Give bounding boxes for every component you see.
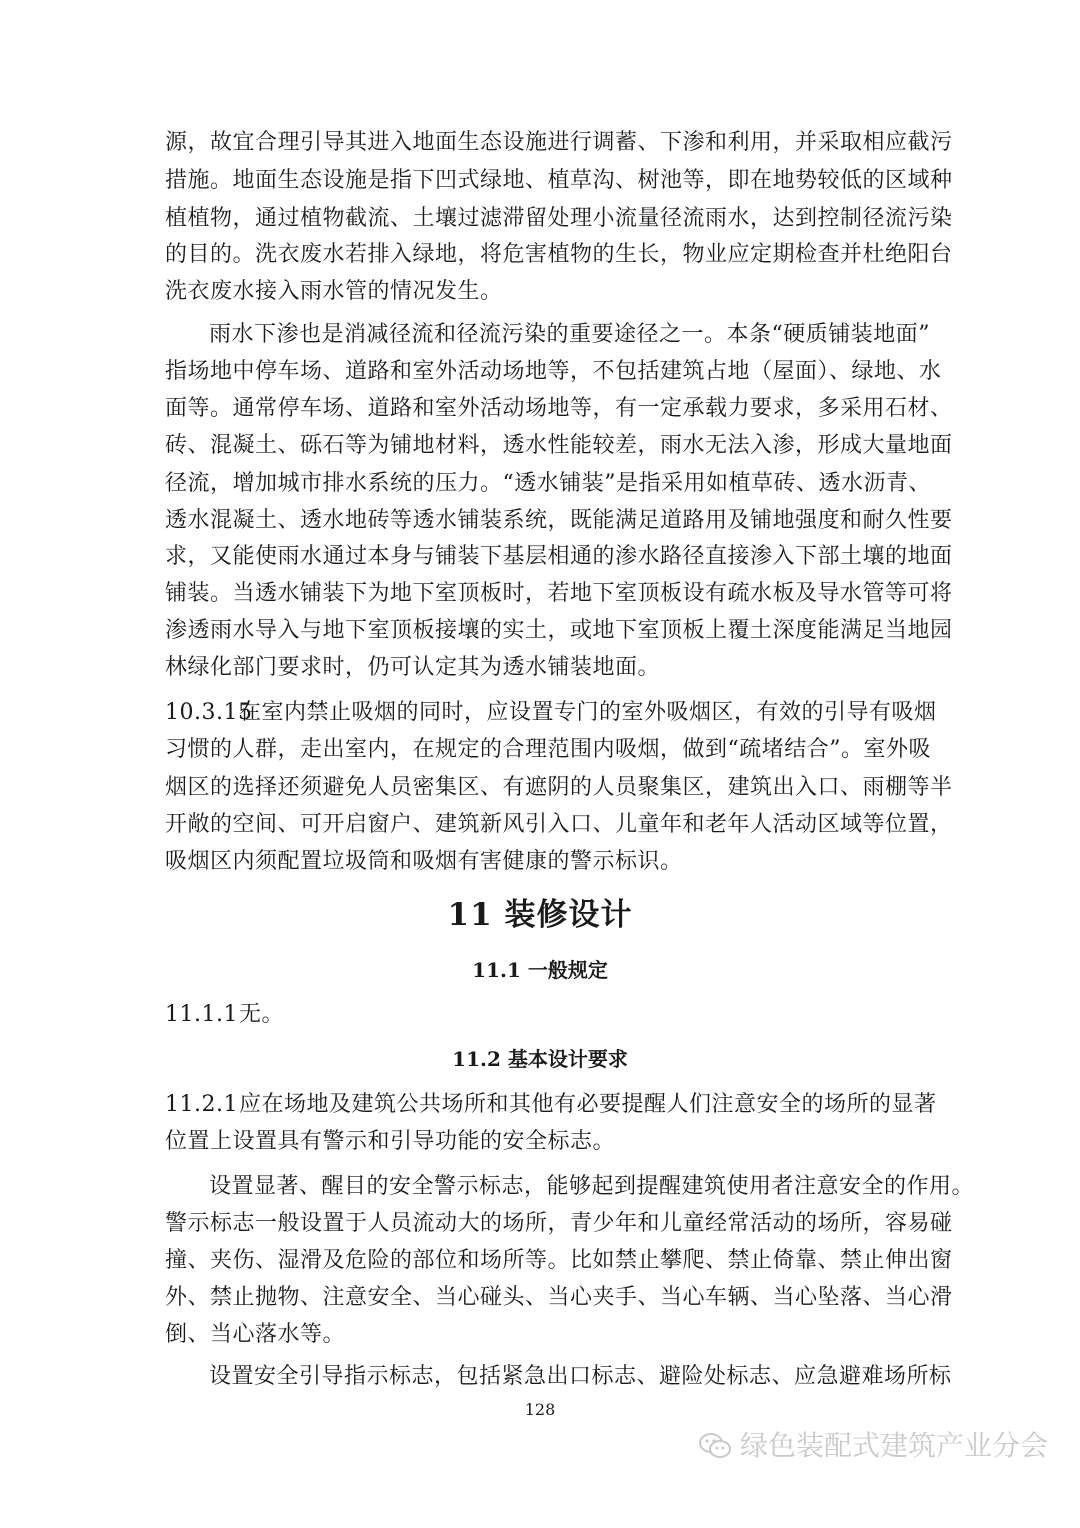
paragraph-line: 植植物，通过植物截流、土壤过滤滞留处理小流量径流雨水，达到控制径流污染 — [165, 206, 953, 231]
paragraph-line: 倒、当心落水等。 — [165, 1322, 346, 1347]
paragraph-line: 设置显著、醒目的安全警示标志，能够起到提醒建筑使用者注意安全的作用。 — [209, 1174, 975, 1199]
paragraph-line: 外、禁止抛物、注意安全、当心碰头、当心夹手、当心车辆、当心坠落、当心滑 — [165, 1285, 953, 1310]
paragraph-line: 措施。地面生态设施是指下凹式绿地、植草沟、树池等，即在地势较低的区域种 — [165, 168, 953, 193]
paragraph-line: 透水混凝土、透水地砖等透水铺装系统，既能满足道路用及铺地强度和耐久性要 — [165, 508, 953, 533]
wechat-icon — [698, 1431, 732, 1461]
section-title-11-1: 11.1 一般规定 — [472, 958, 608, 982]
paragraph-line: 源，故宜合理引导其进入地面生态设施进行调蓄、下渗和利用，并采取相应截污 — [165, 130, 953, 155]
paragraph-line: 面等。通常停车场、道路和室外活动场地等，有一定承载力要求，多采用石材、 — [165, 396, 953, 421]
paragraph-line: 烟区的选择还须避免人员密集区、有遮阴的人员聚集区，建筑出入口、雨棚等半 — [165, 775, 953, 800]
chapter-title: 11 装修设计 — [447, 897, 633, 933]
paragraph-line: 求，又能使雨水通过本身与铺装下基层相通的渗水路径直接渗入下部土壤的地面 — [165, 544, 953, 569]
paragraph-line: 习惯的人群，走出室内，在规定的合理范围内吸烟，做到“疏堵结合”。室外吸 — [165, 737, 931, 762]
paragraph-line: 指场地中停车场、道路和室外活动场地等，不包括建筑占地（屋面）、绿地、水 — [165, 359, 942, 384]
clause-10-3-15-first-line — [165, 698, 937, 728]
paragraph-line: 洗衣废水接入雨水管的情况发生。 — [165, 279, 503, 304]
clause-number: 10.3.15 — [165, 700, 253, 725]
paragraph-line: 警示标志一般设置于人员流动大的场所，青少年和儿童经常活动的场所，容易碰 — [165, 1211, 953, 1236]
paragraph-line: 渗透雨水导入与地下室顶板接壤的实土，或地下室顶板上覆土深度能满足当地园 — [165, 618, 953, 643]
paragraph-line: 砖、混凝土、砾石等为铺地材料，透水性能较差，雨水无法入渗，形成大量地面 — [165, 433, 953, 458]
clause-text: 在室内禁止吸烟的同时，应设置专门的室外吸烟区，有效的引导有吸烟 — [239, 700, 937, 725]
clause-11-1-1 — [165, 1000, 917, 1030]
clause-11-2-1-first-line — [165, 1090, 937, 1120]
watermark — [698, 1426, 1048, 1466]
paragraph-line: 开敞的空间、可开启窗户、建筑新风引入口、儿童年和老年人活动区域等位置， — [165, 812, 953, 837]
paragraph-line: 设置安全引导指示标志，包括紧急出口标志、避险处标志、应急避难场所标 — [209, 1364, 952, 1389]
clause-number: 11.2.1 — [165, 1092, 238, 1117]
paragraph-line: 林绿化部门要求时，仍可认定其为透水铺装地面。 — [165, 655, 661, 680]
paragraph-line: 雨水下渗也是消减径流和径流污染的重要途径之一。本条“硬质铺装地面” — [209, 322, 930, 347]
paragraph-line: 吸烟区内须配置垃圾筒和吸烟有害健康的警示标识。 — [165, 849, 683, 874]
paragraph-line: 撞、夹伤、湿滑及危险的部位和场所等。比如禁止攀爬、禁止倚靠、禁止伸出窗 — [165, 1248, 953, 1273]
clause-text: 应在场地及建筑公共场所和其他有必要提醒人们注意安全的场所的显著 — [239, 1092, 937, 1117]
page-number: 128 — [524, 1400, 556, 1419]
paragraph-line: 铺装。当透水铺装下为地下室顶板时，若地下室顶板设有疏水板及导水管等可将 — [165, 581, 953, 606]
paragraph-line: 径流，增加城市排水系统的压力。“透水铺装”是指采用如植草砖、透水沥青、 — [165, 471, 931, 496]
clause-text: 无。 — [239, 1002, 285, 1027]
paragraph-line: 位置上设置具有警示和引导功能的安全标志。 — [165, 1129, 616, 1154]
clause-number: 11.1.1 — [165, 1002, 238, 1027]
watermark-text: 绿色装配式建筑产业分会 — [739, 1429, 1048, 1462]
paragraph-line: 的目的。洗衣废水若排入绿地，将危害植物的生长，物业应定期检查并杜绝阳台 — [165, 242, 953, 267]
section-title-11-2: 11.2 基本设计要求 — [452, 1047, 628, 1071]
